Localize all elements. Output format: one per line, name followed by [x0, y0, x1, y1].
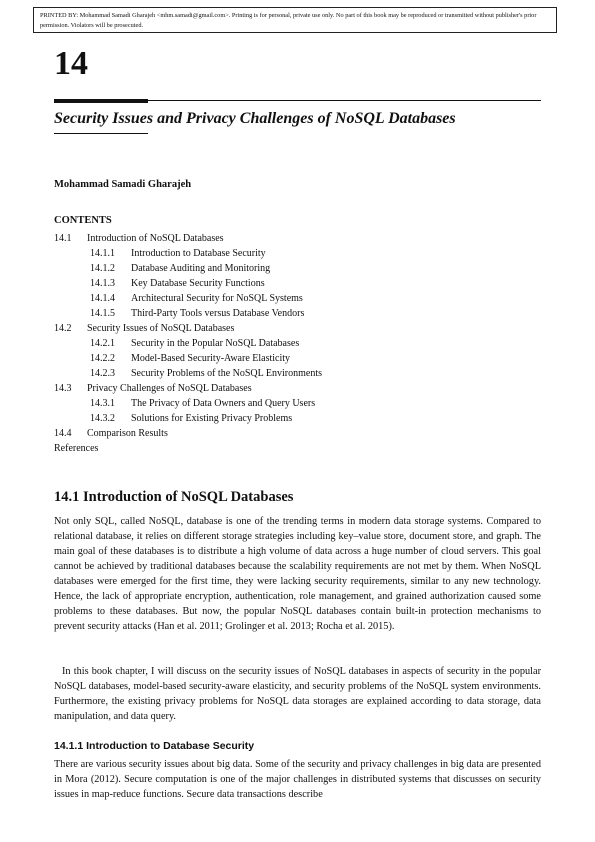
toc-item: [54, 441, 514, 456]
toc-item-number: 14.3: [54, 383, 72, 394]
toc-item-number: 14.4: [54, 428, 72, 439]
toc-item: [54, 426, 514, 441]
print-notice: PRINTED BY: Mohammad Samadi Gharajeh <mhm.samadi@gmail.com>. Printing is for personal, private use only. No part of this book may be reproduced or transmitted without publisher's prior permission. Violators will be prosecuted.: [33, 7, 557, 33]
toc-item-title: Key Database Security Functions: [131, 278, 265, 289]
toc-item-number: 14.1.3: [90, 278, 115, 289]
toc-item-number: 14.2.3: [90, 368, 115, 379]
toc-item-title: Introduction to Database Security: [131, 248, 266, 259]
chapter-rule-thin: [148, 100, 541, 101]
chapter-number: 14: [54, 45, 88, 82]
toc-item: [54, 336, 514, 351]
body-paragraph: In this book chapter, I will discuss on the security issues of NoSQL databases in aspects of security in the popular NoSQL databases, model-based security-aware elasticity, and security problems of the NoSQL system environments. Furthermore, the existing privacy problems for NoSQL data storages are explained according to data storage, data manipulation, and data query.: [54, 666, 541, 722]
toc-item-number: 14.3.2: [90, 413, 115, 424]
toc-item: [54, 291, 514, 306]
toc-item-title: Third-Party Tools versus Database Vendors: [131, 308, 305, 319]
table-of-contents: [54, 231, 514, 456]
title-rule: [54, 133, 148, 134]
toc-item-title: References: [54, 443, 99, 454]
toc-item-number: 14.3.1: [90, 398, 115, 409]
toc-item: [54, 351, 514, 366]
toc-item: [54, 231, 514, 246]
toc-item-number: 14.1.4: [90, 293, 115, 304]
toc-item-title: Security Problems of the NoSQL Environments: [131, 368, 322, 379]
toc-item-number: 14.1.2: [90, 263, 115, 274]
body-paragraph: Not only SQL, called NoSQL, database is one of the trending terms in modern data storage systems. Compared to relational database, it relies on different storage strategies including key–value store, document store, and graph. The main goal of these databases is to distribute a high volume of data across a huge number of cloud servers. This goal cannot be achieved by traditional databases because the scalability requirements are not met by them. When NoSQL databases were emerged for the first time, they were lacking security requirements, similar to any new technology. Hence, the lack of appropriate encryption, authentication, role management, and grained authorization caused some problems to these databases. But now, the popular NoSQL databases contain built-in protection mechanisms to prevent security attacks (Han et al. 2011; Grolinger et al. 2013; Rocha et al. 2015).: [54, 516, 541, 632]
toc-item: [54, 261, 514, 276]
toc-item-title: The Privacy of Data Owners and Query Users: [131, 398, 316, 409]
toc-item-title: Database Auditing and Monitoring: [131, 263, 271, 274]
toc-item-title: Security in the Popular NoSQL Databases: [131, 338, 300, 349]
section-heading: 14.1 Introduction of NoSQL Databases: [54, 489, 294, 505]
toc-item-title: Privacy Challenges of NoSQL Databases: [87, 383, 252, 394]
toc-item: [54, 276, 514, 291]
toc-item-number: 14.2.2: [90, 353, 115, 364]
chapter-rule-thick: [54, 99, 148, 103]
toc-item: [54, 411, 514, 426]
toc-item-title: Introduction of NoSQL Databases: [87, 233, 224, 244]
toc-item-number: 14.1: [54, 233, 72, 244]
subsection-heading: 14.1.1 Introduction to Database Security: [54, 740, 255, 752]
toc-item-title: Comparison Results: [87, 428, 168, 439]
toc-item-number: 14.1.1: [90, 248, 115, 259]
toc-item-number: 14.2.1: [90, 338, 115, 349]
toc-item-title: Model-Based Security-Aware Elasticity: [131, 353, 291, 364]
chapter-title: Security Issues and Privacy Challenges of NoSQL Databases: [54, 110, 456, 127]
toc-item-title: Security Issues of NoSQL Databases: [87, 323, 235, 334]
toc-item: [54, 306, 514, 321]
toc-item: [54, 396, 514, 411]
toc-item-number: 14.2: [54, 323, 72, 334]
toc-item-number: 14.1.5: [90, 308, 115, 319]
chapter-author: Mohammad Samadi Gharajeh: [54, 179, 192, 190]
toc-item-title: Architectural Security for NoSQL Systems: [131, 293, 303, 304]
toc-item-title: Solutions for Existing Privacy Problems: [131, 413, 293, 424]
contents-heading: CONTENTS: [54, 215, 112, 226]
toc-item: [54, 246, 514, 261]
toc-item: [54, 381, 514, 396]
toc-item: [54, 321, 514, 336]
toc-item: [54, 366, 514, 381]
body-paragraph: There are various security issues about big data. Some of the security and privacy challenges in big data are presented in Mora (2012). Secure computation is one of the major challenges in distributed systems that discusses on security issues in map-reduce functions. Secure data transactions describe: [54, 759, 541, 800]
